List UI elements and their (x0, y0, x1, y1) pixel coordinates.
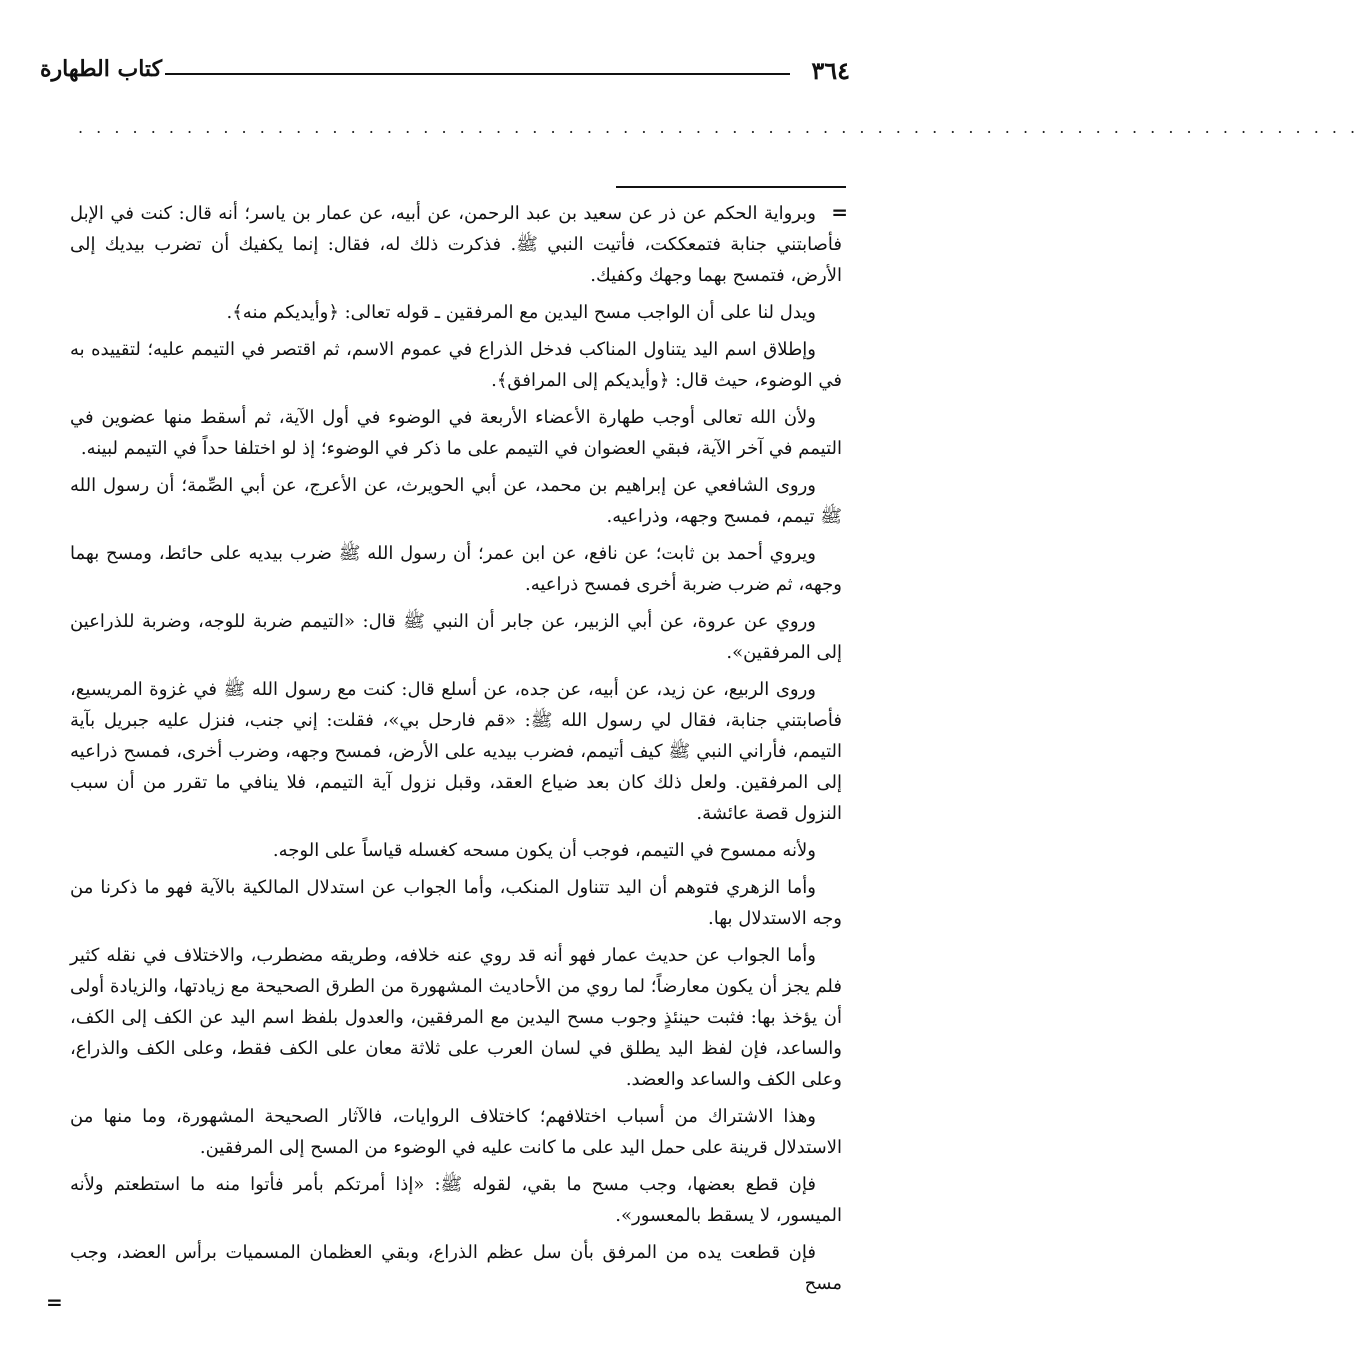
paragraph: فإن قطعت يده من المرفق بأن سل عظم الذراع، وبقي العظمان المسميات برأس العضد، وجب مسح (70, 1242, 842, 1294)
paragraph: ولأن الله تعالى أوجب طهارة الأعضاء الأربعة في الوضوء في أول الآية، ثم أسقط منها عضوين في التيمم في آخر الآية، فبقي العضوان في التيمم على ما ذكر في الوضوء؛ إذ لو اختلفا حداً في التيمم لبينه. (70, 407, 842, 459)
body-text (70, 198, 842, 1299)
paragraph: ولأنه ممسوح في التيمم، فوجب أن يكون مسحه كغسله قياساً على الوجه. (272, 840, 816, 861)
paragraph: وروى الربيع، عن زيد، عن أبيه، عن جده، عن أسلع قال: كنت مع رسول الله ﷺ في غزوة المريسيع، فأصابتني جنابة، فقال لي رسول الله ﷺ: «قم فارحل بي»، فقلت: إني جنب، فنزل عليه جبريل بآية التيمم، فأراني النبي ﷺ كيف أتيمم، فضرب بيديه على الأرض، فمسح وجهه، وضرب أخرى، فمسح ذراعيه إلى المرفقين. ولعل ذلك كان بعد ضياع العقد، وقبل نزول آية التيمم، فلا ينافي ما تقرر من أن سبب النزول قصة عائشة. (70, 679, 842, 824)
book-title: كتاب الطهارة (40, 56, 163, 82)
footnote-rule (616, 186, 846, 188)
paragraph: وروى الشافعي عن إبراهيم بن محمد، عن أبي الحويرث، عن الأعرج، عن أبي الصِّمة؛ أن رسول الله ﷺ تيمم، فمسح وجهه، وذراعيه. (70, 475, 842, 527)
header-rule (165, 73, 790, 75)
paragraph: ويدل لنا على أن الواجب مسح اليدين مع المرفقين ـ قوله تعالى: ﴿وأيديكم منه﴾. (226, 302, 816, 323)
paragraph: وهذا الاشتراك من أسباب اختلافهم؛ كاختلاف الروايات، فالآثار الصحيحة المشهورة، وما منها من الاستدلال قرينة على حمل اليد على ما كانت عليه في الوضوء من المسح إلى المرفقين. (70, 1106, 842, 1158)
paragraph: وروي عن عروة، عن أبي الزبير، عن جابر أن النبي ﷺ قال: «التيمم ضربة للوجه، وضربة للذراعين إلى المرفقين». (70, 611, 842, 663)
continuation-mark-top: = (831, 200, 848, 224)
paragraph: وأما الجواب عن حديث عمار فهو أنه قد روي عنه خلافه، وطريقه مضطرب، والاختلاف في نقله كثير فلم يجز أن يكون معارضاً؛ لما روي من الأحاديث المشهورة من الطرق الصحيحة مع زيادتها، والزيادة أولى أن يؤخذ بها: فثبت حينئذٍ وجوب مسح اليدين مع المرفقين، والعدول بلفظ اسم اليد عن الكف إلى الكف، والساعد، فإن لفظ اليد يطلق في لسان العرب على ثلاثة معان على الكف فقط، وعلى الكف والذراع، وعلى الكف والساعد والعضد. (70, 945, 842, 1090)
paragraph: وأما الزهري فتوهم أن اليد تتناول المنكب، وأما الجواب عن استدلال المالكية بالآية فهو ما ذكرنا من وجه الاستدلال بها. (70, 877, 842, 929)
page-number: ٣٦٤ (811, 56, 850, 85)
separator-dots: . . . . . . . . . . . . . . . . . . . . . . . . . . . . . . . . . . . . . . . . . . . . . . . . . . . . . . . . . . . . . . . . . . . . . . . (78, 118, 1359, 137)
paragraph: ويروي أحمد بن ثابت؛ عن نافع، عن ابن عمر؛ أن رسول الله ﷺ ضرب بيديه على حائط، ومسح بهما وجهه، ثم ضرب ضربة أخرى فمسح ذراعيه. (70, 543, 842, 595)
page-header (40, 50, 850, 90)
paragraph: فإن قطع بعضها، وجب مسح ما بقي، لقوله ﷺ: «إذا أمرتكم بأمر فأتوا منه ما استطعتم ولأنه الميسور، لا يسقط بالمعسور». (70, 1174, 842, 1226)
continuation-mark-bottom: = (46, 1290, 63, 1314)
paragraph: وبرواية الحكم عن ذر عن سعيد بن عبد الرحمن، عن أبيه، عن عمار بن ياسر؛ أنه قال: كنت في الإبل فأصابتني جنابة فتمعككت، فأتيت النبي ﷺ. فذكرت ذلك له، فقال: إنما يكفيك أن تضرب بيديك إلى الأرض، فتمسح بهما وجهك وكفيك. (70, 203, 842, 286)
paragraph: وإطلاق اسم اليد يتناول المناكب فدخل الذراع في عموم الاسم، ثم اقتصر في التيمم عليه؛ لتقييده به في الوضوء، حيث قال: ﴿وأيديكم إلى المرافق﴾. (70, 339, 842, 391)
